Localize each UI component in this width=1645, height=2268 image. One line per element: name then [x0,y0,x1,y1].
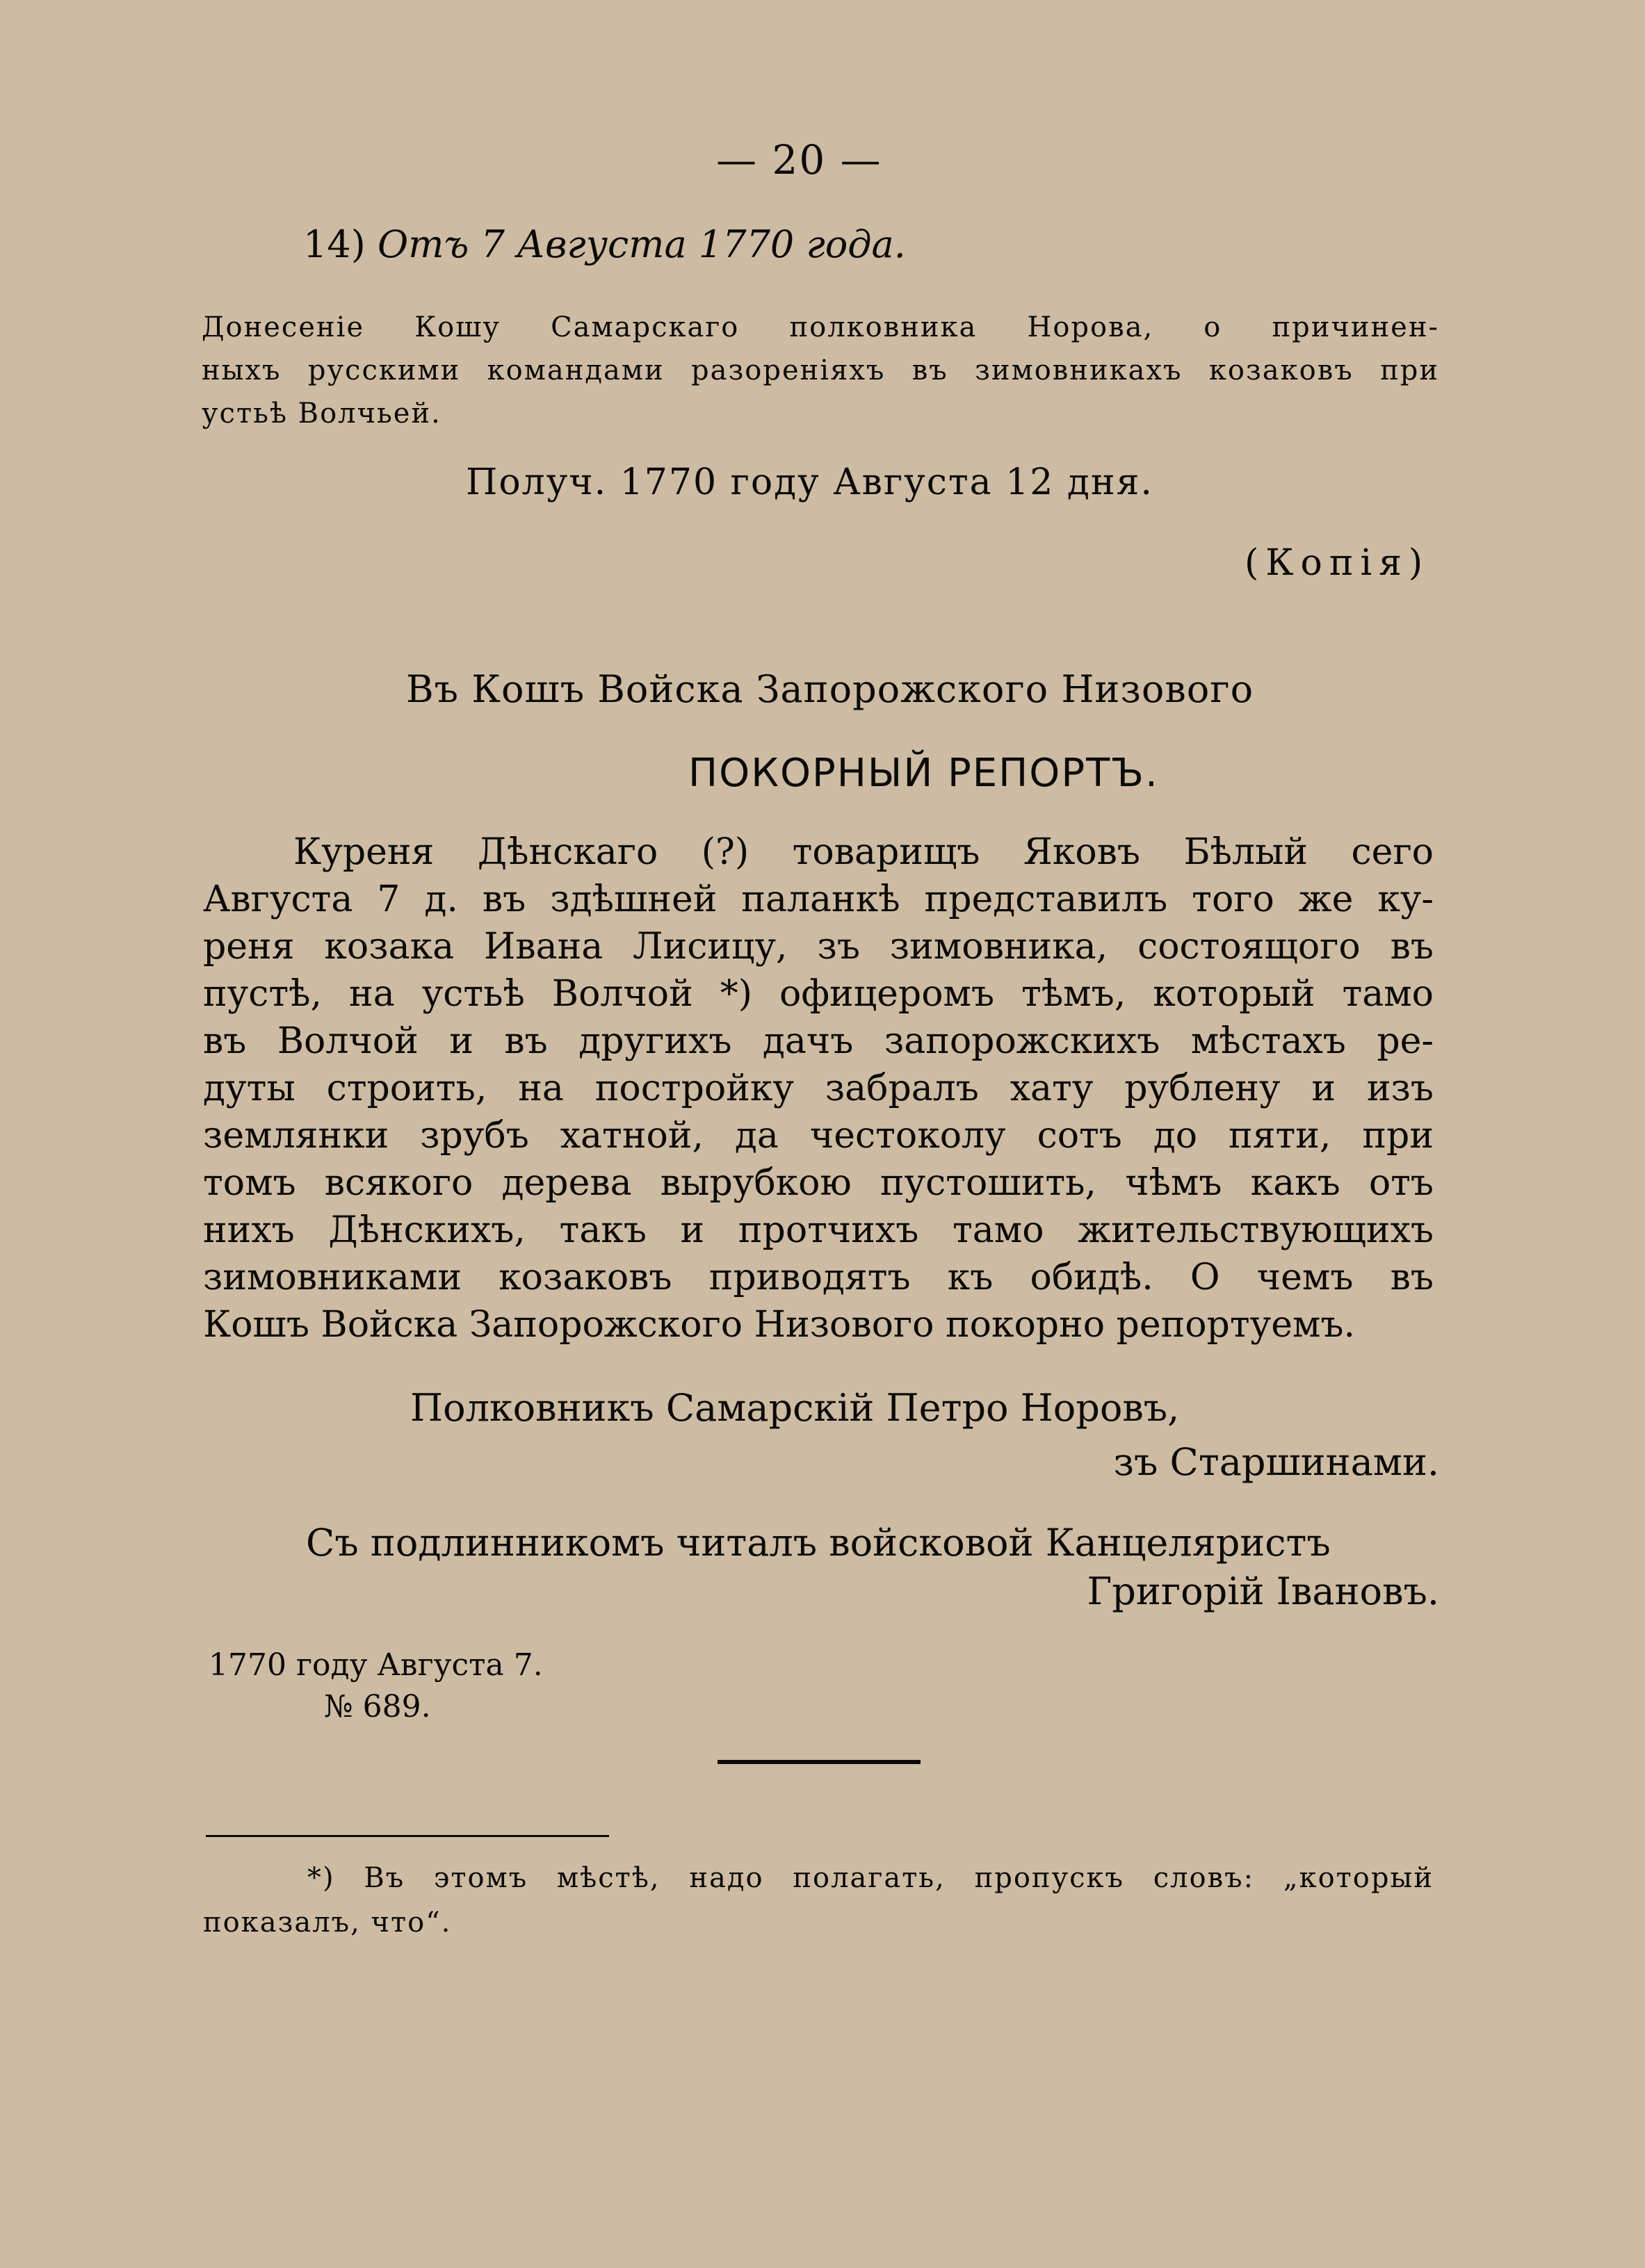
document-date: 1770 году Августа 7. [209,1647,543,1683]
section-divider [718,1760,921,1764]
body-line: реня козака Ивана Лисицу, зъ зимовника, состоящого въ [203,926,1434,968]
body-line: Кошъ Войска Запорожского Низового покорно репортуемъ. [203,1304,1356,1346]
signature-line-1: Полковникъ Самарскій Петро Норовъ, [410,1386,1180,1430]
received-date: Получ. 1770 году Августа 12 дня. [466,462,1153,503]
report-title: ПОКОРНЫЙ РЕПОРТЪ. [688,751,1159,796]
body-line: землянки зрубъ хатной, да честоколу сотъ до пяти, при [203,1115,1434,1157]
addressee: Въ Кошъ Войска Запорожского Низового [406,667,1254,711]
footnote-divider [206,1835,609,1837]
signature-line-2: зъ Старшинами. [1113,1440,1439,1484]
summary-line: устьѣ Волчьей. [202,398,441,430]
document-number: № 689. [324,1689,431,1724]
certification-line-2: Григорій Івановъ. [1087,1569,1439,1613]
copy-label: (Копія) [1245,542,1430,584]
body-line: томъ всякого дерева вырубкою пустошить, чѣмъ какъ отъ [203,1162,1434,1204]
report-body [203,829,1434,1348]
body-line: дуты строить, на постройку забралъ хату рублену и изъ [203,1068,1434,1109]
footnote-line: *) Въ этомъ мѣстѣ, надо полагать, пропускъ словъ: „который [307,1862,1434,1894]
page-number: — 20 — [716,136,882,183]
document-heading [303,222,906,266]
footnote [203,1856,1434,1945]
heading-date: Отъ 7 Августа 1770 года. [377,222,906,266]
footnote-line: показалъ, что“. [203,1907,452,1939]
summary-line: Донесеніе Кошу Самарскаго полковника Норова, о причинен- [202,311,1439,343]
body-line: Августа 7 д. въ здѣшней паланкѣ представилъ того же ку- [203,879,1434,920]
certification-line-1: Съ подлинникомъ читалъ войсковой Канцеляристъ [306,1521,1331,1565]
body-line: зимовниками козаковъ приводятъ къ обидѣ. О чемъ въ [203,1257,1434,1298]
document-summary [202,306,1439,435]
body-line: нихъ Дѣнскихъ, такъ и протчихъ тамо жительствующихъ [203,1209,1434,1251]
heading-number: 14) [303,222,366,266]
body-line: Куреня Дѣнскаго (?) товарищъ Яковъ Бѣлый сего [293,831,1434,873]
body-line: пустѣ, на устьѣ Волчой *) офицеромъ тѣмъ, который тамо [203,973,1434,1015]
body-line: въ Волчой и въ другихъ дачъ запорожскихъ мѣстахъ ре- [203,1020,1434,1062]
summary-line: ныхъ русскими командами разореніяхъ въ зимовникахъ козаковъ при [202,354,1439,386]
